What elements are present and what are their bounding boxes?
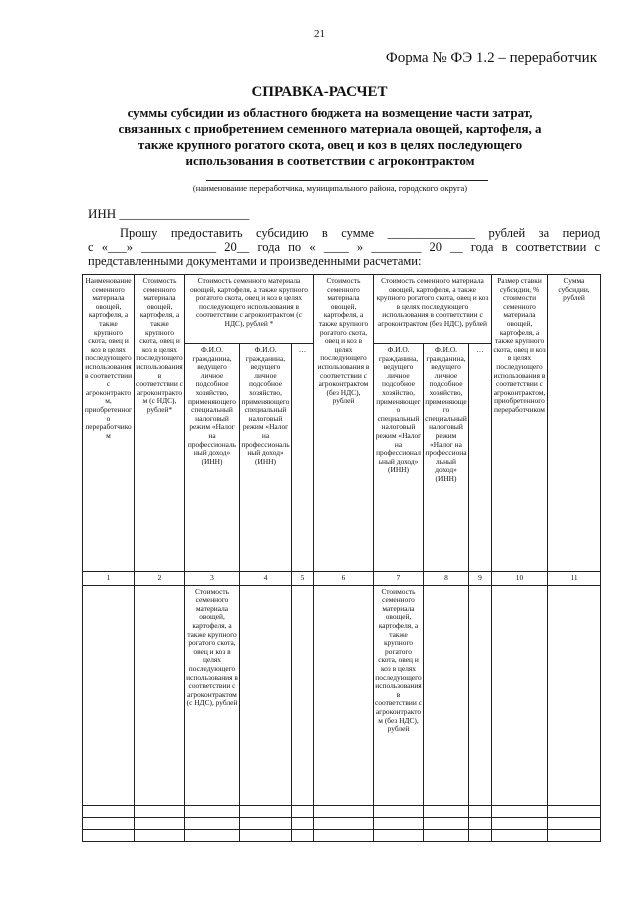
header-sub-5-dots: … [292, 344, 314, 572]
header-group-2: Стоимость семенного материала овощей, картофеля, а также крупного рогатого скота, овец и коз в целях последующего использования в соответствии с агроконтрактом (без НДС), рублей [374, 275, 492, 344]
table-cell [424, 829, 469, 841]
table-cell [292, 817, 314, 829]
table-cell [548, 829, 601, 841]
col-number: 5 [292, 572, 314, 586]
table-cell [240, 585, 292, 805]
table-cell [135, 829, 185, 841]
table-cell [185, 817, 240, 829]
table-row-empty [83, 829, 601, 841]
table-cell [240, 817, 292, 829]
subsidy-table [82, 274, 601, 842]
table-cell [185, 829, 240, 841]
table-cell [292, 829, 314, 841]
processor-caption: (наименование переработчика, муниципального района, городского округа) [192, 183, 468, 193]
inn-field: ИНН ____________________ [88, 206, 250, 221]
table-cell [424, 585, 469, 805]
table-cell [424, 805, 469, 817]
table-cell [135, 585, 185, 805]
body-cell-7: Стоимость семенного материала овощей, картофеля, а также крупного рогатого скота, овец и коз в целях последующего использования в соответствии с агроконтрактом (без НДС), рублей [374, 585, 424, 805]
table-cell [314, 585, 374, 805]
header-sub-4: Ф.И.О. гражданина, ведущего личное подсобное хозяйство, применяющего специальный налоговый режим «Налог на профессиональный доход» (ИНН) [240, 344, 292, 572]
header-col-2: Стоимость семенного материала овощей, картофеля, а также крупного скота, овец и коз в целях последующего использования в соответствии с агроконтрактом (с НДС), рублей* [135, 275, 185, 572]
table-cell [492, 829, 548, 841]
table-cell [469, 805, 492, 817]
table-cell [469, 829, 492, 841]
table-cell [185, 805, 240, 817]
header-sub-3: Ф.И.О. гражданина, ведущего личное подсобное хозяйство, применяющего специальный налоговый режим «Налог на профессиональный доход» (ИНН) [185, 344, 240, 572]
page-number: 21 [314, 28, 325, 40]
table-cell [374, 817, 424, 829]
table-cell [314, 829, 374, 841]
col-number: 8 [424, 572, 469, 586]
table-cell [83, 805, 135, 817]
col-number: 11 [548, 572, 601, 586]
table-cell [83, 585, 135, 805]
col-number: 6 [314, 572, 374, 586]
table-cell [424, 817, 469, 829]
table-cell [469, 817, 492, 829]
header-col-6: Стоимость семенного материала овощей, картофеля, а также крупного рогатого скота, овец и коз в целях последующего использования в соответствии с агроконтрактом (без НДС), рублей [314, 275, 374, 572]
form-label: Форма № ФЭ 1.2 – переработчик [385, 50, 597, 66]
table-cell [292, 805, 314, 817]
header-col-10: Размер ставки субсидии, % стоимости семенного материала овощей, картофеля, а также крупного скота, овец и коз в целях последующего использования в соответствии с агроконтрактом, приобретенного переработчиком [492, 275, 548, 572]
document-subtitle: суммы субсидии из областного бюджета на возмещение части затрат, связанных с приобретением семенного материала овощей, картофеля, а также крупного рогатого скота, овец и коз в целях последующего использования в соответствии с агроконтрактом [118, 105, 542, 168]
table-row-body [83, 585, 601, 805]
table-cell [374, 805, 424, 817]
col-number: 9 [469, 572, 492, 586]
table-row-empty [83, 805, 601, 817]
table-cell [135, 805, 185, 817]
header-sub-9-dots: … [469, 344, 492, 572]
table-cell [548, 817, 601, 829]
table-cell [314, 817, 374, 829]
col-number: 4 [240, 572, 292, 586]
table-cell [492, 817, 548, 829]
col-number: 1 [83, 572, 135, 586]
table-cell [240, 805, 292, 817]
table-cell [374, 829, 424, 841]
header-sub-7: Ф.И.О. гражданина, ведущего личное подсобное хозяйство, применяющего специальный налоговый режим «Налог на профессиональный доход» (ИНН) [374, 344, 424, 572]
table-cell [314, 805, 374, 817]
table-cell [469, 585, 492, 805]
col-number: 10 [492, 572, 548, 586]
header-col-11: Сумма субсидии, рублей [548, 275, 601, 572]
body-cell-3: Стоимость семенного материала овощей, картофеля, а также крупного рогатого скота, овец и коз в целях последующего использования в соответствии с агроконтрактом (с НДС), рублей [185, 585, 240, 805]
request-line-3: представленными документами и произведенными расчетами: [88, 254, 422, 268]
table-cell [135, 817, 185, 829]
table-cell [548, 805, 601, 817]
table-cell [240, 829, 292, 841]
header-sub-8: Ф.И.О. гражданина, ведущего личное подсобное хозяйство, применяющего специальный налоговый режим «Налог на профессиональный доход» (ИНН) [424, 344, 469, 572]
request-paragraph [88, 226, 600, 268]
column-numbers-row [83, 572, 601, 586]
processor-name-line [206, 180, 488, 181]
col-number: 7 [374, 572, 424, 586]
col-number: 3 [185, 572, 240, 586]
request-line-2: с «___» ____________ 20__ года по « ____ » ________ 20 __ года в соответствии с [88, 240, 600, 254]
header-group-1: Стоимость семенного материала овощей, картофеля, а также крупного рогатого скота, овец и коз в целях последующего использования в соответствии с агроконтрактом (с НДС), рублей * [185, 275, 314, 344]
table-cell [83, 817, 135, 829]
col-number: 2 [135, 572, 185, 586]
header-row-1 [83, 275, 601, 344]
header-col-1: Наименование семенного материала овощей, картофеля, а также крупного скота, овец и коз в целях последующего использования в соответствии с агроконтрактом, приобретенного переработчиком [83, 275, 135, 572]
document-title: СПРАВКА-РАСЧЕТ [251, 84, 388, 100]
table-row-empty [83, 817, 601, 829]
request-line-1: Прошу предоставить субсидию в сумме ______________ рублей за период [120, 226, 600, 240]
table-cell [292, 585, 314, 805]
table-cell [548, 585, 601, 805]
table-cell [492, 585, 548, 805]
table-cell [83, 829, 135, 841]
table-cell [492, 805, 548, 817]
